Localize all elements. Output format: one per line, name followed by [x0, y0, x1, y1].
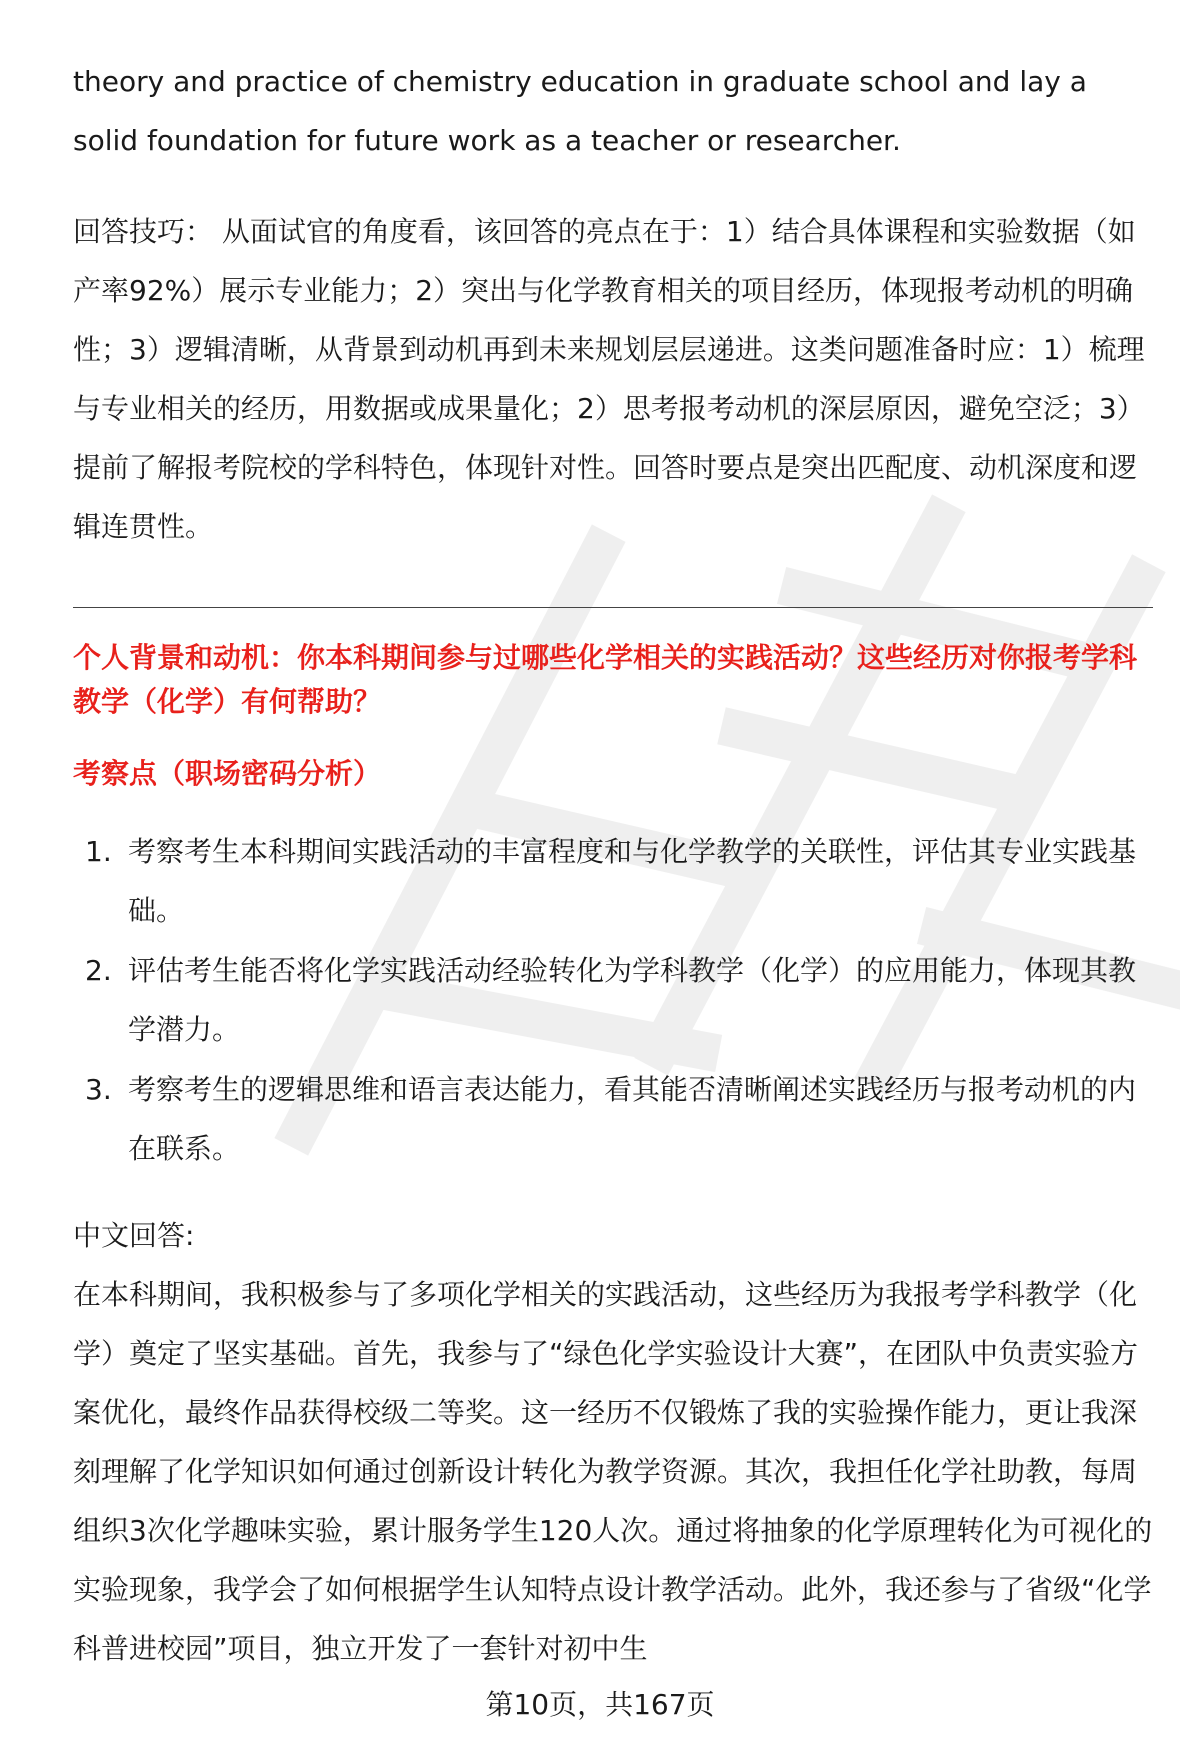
section-divider	[73, 607, 1153, 608]
page-footer: 第10页，共167页	[485, 1688, 715, 1721]
answer-tip-paragraph: 回答技巧： 从面试官的角度看，该回答的亮点在于：1）结合具体课程和实验数据（如产率92%）展示专业能力；2）突出与化学教育相关的项目经历，体现报考动机的明确性；3）逻辑清晰，从背景到动机再到未来规划层层递进。这类问题准备时应：1）梳理与专业相关的经历，用数据或成果量化；2）思考报考动机的深层原因，避免空泛；3）提前了解报考院校的学科特色，体现针对性。回答时要点是突出匹配度、动机深度和逻辑连贯性。	[73, 215, 1145, 543]
chinese-answer-label: 中文回答:	[73, 1219, 195, 1252]
list-item	[73, 822, 1153, 940]
list-item-text: 考察考生本科期间实践活动的丰富程度和与化学教学的关联性，评估其专业实践基础。	[128, 835, 1137, 927]
list-item-number: 3.	[85, 1073, 112, 1106]
list-item-text: 评估考生能否将化学实践活动经验转化为学科教学（化学）的应用能力，体现其教学潜力。	[128, 954, 1137, 1046]
question-title: 个人背景和动机：你本科期间参与过哪些化学相关的实践活动？这些经历对你报考学科教学（化学）有何帮助？	[73, 641, 1138, 718]
list-item-text: 考察考生的逻辑思维和语言表达能力，看其能否清晰阐述实践经历与报考动机的内在联系。	[128, 1073, 1137, 1165]
chinese-answer-paragraph: 在本科期间，我积极参与了多项化学相关的实践活动，这些经历为我报考学科教学（化学）奠定了坚实基础。首先，我参与了“绿色化学实验设计大赛”，在团队中负责实验方案优化，最终作品获得校级二等奖。这一经历不仅锻炼了我的实验操作能力，更让我深刻理解了化学知识如何通过创新设计转化为教学资源。其次，我担任化学社助教，每周组织3次化学趣味实验，累计服务学生120人次。通过将抽象的化学原理转化为可视化的实验现象，我学会了如何根据学生认知特点设计教学活动。此外，我还参与了省级“化学科普进校园”项目，独立开发了一套针对初中生	[73, 1278, 1153, 1665]
kaocha-heading: 考察点（职场密码分析）	[73, 757, 382, 790]
list-item-number: 1.	[85, 835, 112, 868]
intro-paragraph: theory and practice of chemistry education in graduate school and lay a solid foundation for future work as a teacher or researcher.	[73, 65, 1087, 157]
kaocha-list	[73, 822, 1153, 1179]
list-item	[73, 941, 1153, 1059]
list-item-number: 2.	[85, 954, 112, 987]
list-item	[73, 1060, 1153, 1178]
